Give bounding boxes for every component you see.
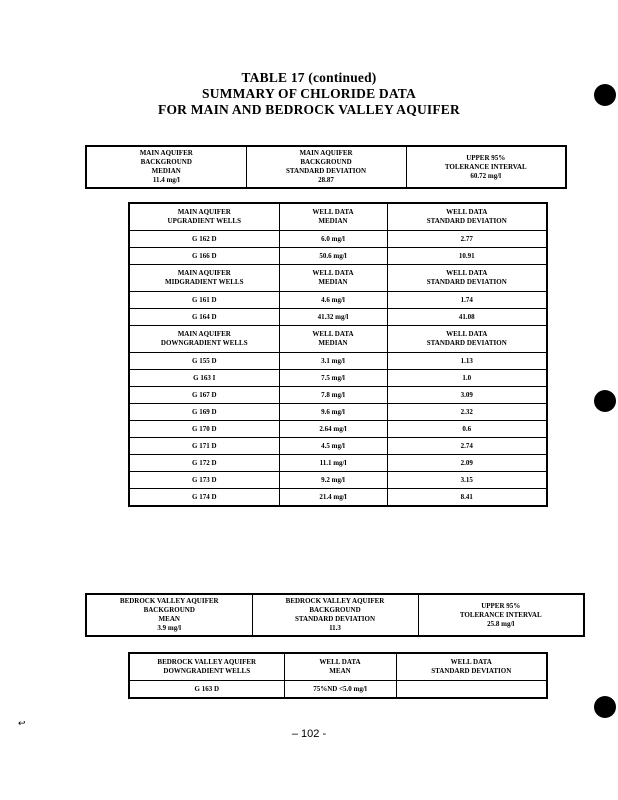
cell-sd: 3.15 <box>387 472 547 489</box>
main-aquifer-summary-table <box>85 145 567 189</box>
section-header-row <box>129 265 547 292</box>
summary-cell: BEDROCK VALLEY AQUIFER BACKGROUND MEAN 3.9 mg/l <box>86 594 252 636</box>
summary-cell: UPPER 95% TOLERANCE INTERVAL 60.72 mg/l <box>406 146 566 188</box>
cell-sd: 3.09 <box>387 387 547 404</box>
cell-median: 75%ND <5.0 mg/l <box>284 681 396 699</box>
table-row <box>129 472 547 489</box>
cell-well: G 174 D <box>129 489 279 507</box>
cell-well: G 155 D <box>129 353 279 370</box>
cell-well: G 170 D <box>129 421 279 438</box>
table-row <box>129 292 547 309</box>
column-header: WELL DATA MEDIAN <box>279 265 387 292</box>
cell-sd <box>396 681 547 699</box>
cell-well: G 169 D <box>129 404 279 421</box>
punch-hole <box>594 84 616 106</box>
table-row <box>129 248 547 265</box>
summary-cell: MAIN AQUIFER BACKGROUND MEDIAN 11.4 mg/l <box>86 146 246 188</box>
cell-well: G 162 D <box>129 231 279 248</box>
bedrock-summary-table <box>85 593 585 637</box>
punch-hole <box>594 696 616 718</box>
cell-median: 41.32 mg/l <box>279 309 387 326</box>
punch-hole <box>594 390 616 412</box>
cell-well: G 172 D <box>129 455 279 472</box>
column-header: WELL DATA STANDARD DEVIATION <box>387 265 547 292</box>
cell-well: G 173 D <box>129 472 279 489</box>
column-header: WELL DATA STANDARD DEVIATION <box>387 326 547 353</box>
column-header: WELL DATA MEAN <box>284 653 396 681</box>
column-header: BEDROCK VALLEY AQUIFER DOWNGRADIENT WELLS <box>129 653 284 681</box>
column-header: WELL DATA MEDIAN <box>279 326 387 353</box>
cell-well: G 171 D <box>129 438 279 455</box>
title-line-2: SUMMARY OF CHLORIDE DATA <box>202 86 416 101</box>
cell-well: G 163 I <box>129 370 279 387</box>
column-header: WELL DATA MEDIAN <box>279 203 387 231</box>
cell-sd: 1.0 <box>387 370 547 387</box>
cell-sd: 2.74 <box>387 438 547 455</box>
summary-cell: BEDROCK VALLEY AQUIFER BACKGROUND STANDARD DEVIATION 11.3 <box>252 594 418 636</box>
bedrock-wells-table <box>128 652 548 699</box>
cell-well: G 166 D <box>129 248 279 265</box>
column-header: MAIN AQUIFER DOWNGRADIENT WELLS <box>129 326 279 353</box>
cell-median: 9.2 mg/l <box>279 472 387 489</box>
cell-well: G 164 D <box>129 309 279 326</box>
table-row <box>129 309 547 326</box>
table-row <box>129 387 547 404</box>
summary-cell: UPPER 95% TOLERANCE INTERVAL 25.8 mg/l <box>418 594 584 636</box>
title-line-1: TABLE 17 (continued) <box>241 70 377 85</box>
table-row <box>129 681 547 699</box>
cell-median: 21.4 mg/l <box>279 489 387 507</box>
cell-well: G 167 D <box>129 387 279 404</box>
summary-cell: MAIN AQUIFER BACKGROUND STANDARD DEVIATION 28.87 <box>246 146 406 188</box>
section-header-row <box>129 653 547 681</box>
cell-median: 50.6 mg/l <box>279 248 387 265</box>
cell-sd: 8.41 <box>387 489 547 507</box>
cell-median: 4.5 mg/l <box>279 438 387 455</box>
table-row <box>129 438 547 455</box>
cell-median: 3.1 mg/l <box>279 353 387 370</box>
cell-sd: 0.6 <box>387 421 547 438</box>
table-row <box>129 489 547 507</box>
cell-median: 11.1 mg/l <box>279 455 387 472</box>
cell-sd: 1.74 <box>387 292 547 309</box>
table-row <box>129 353 547 370</box>
column-header: WELL DATA STANDARD DEVIATION <box>396 653 547 681</box>
title-line-3: FOR MAIN AND BEDROCK VALLEY AQUIFER <box>158 102 460 117</box>
section-header-row <box>129 203 547 231</box>
section-header-row <box>129 326 547 353</box>
cell-median: 2.64 mg/l <box>279 421 387 438</box>
cell-sd: 2.32 <box>387 404 547 421</box>
page-number: – 102 - <box>291 728 327 740</box>
cell-median: 7.8 mg/l <box>279 387 387 404</box>
cell-median: 7.5 mg/l <box>279 370 387 387</box>
column-header: MAIN AQUIFER UPGRADIENT WELLS <box>129 203 279 231</box>
table-row <box>129 231 547 248</box>
cell-well: G 161 D <box>129 292 279 309</box>
table-row <box>129 421 547 438</box>
cell-sd: 1.13 <box>387 353 547 370</box>
cell-median: 9.6 mg/l <box>279 404 387 421</box>
cell-sd: 10.91 <box>387 248 547 265</box>
cell-sd: 2.09 <box>387 455 547 472</box>
table-row <box>129 404 547 421</box>
cell-sd: 2.77 <box>387 231 547 248</box>
cell-well: G 163 D <box>129 681 284 699</box>
table-row <box>129 455 547 472</box>
cell-median: 4.6 mg/l <box>279 292 387 309</box>
table-row <box>129 370 547 387</box>
column-header: WELL DATA STANDARD DEVIATION <box>387 203 547 231</box>
stray-mark: ↩ <box>18 718 26 728</box>
main-aquifer-wells-table <box>128 202 548 507</box>
cell-sd: 41.08 <box>387 309 547 326</box>
column-header: MAIN AQUIFER MIDGRADIENT WELLS <box>129 265 279 292</box>
cell-median: 6.0 mg/l <box>279 231 387 248</box>
